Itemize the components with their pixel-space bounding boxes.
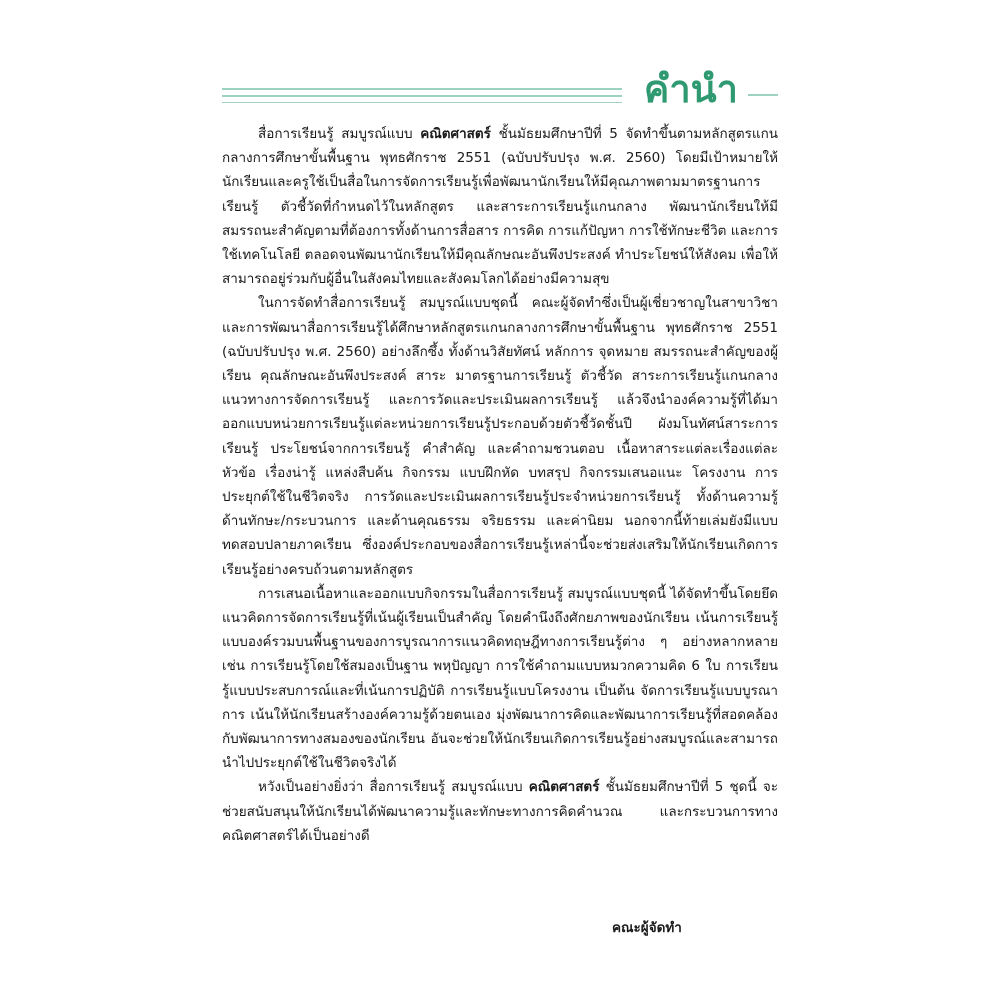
page-title: คำนำ [643, 67, 738, 111]
paragraph: การเสนอเนื้อหาและออกแบบกิจกรรมในสื่อการเรียนรู้ สมบูรณ์แบบชุดนี้ ได้จัดทำขึ้นโดยยึดแนวคิดการจัดการเรียนรู้ที่เน้นผู้เรียนเป็นสำคัญ โดยคำนึงถึงศักยภาพของนักเรียน เน้นการเรียนรู้แบบองค์รวมบนพื้นฐานของการบูรณาการแนวคิดทฤษฎีทางการเรียนรู้ต่าง ๆ อย่างหลากหลาย เช่น การเรียนรู้โดยใช้สมองเป็นฐาน พหุปัญญา การใช้คำถามแบบหมวกความคิด 6 ใบ การเรียนรู้แบบประสบการณ์และที่เน้นการปฏิบัติ การเรียนรู้แบบโครงงาน เป็นต้น จัดการเรียนรู้แบบบูรณาการ เน้นให้นักเรียนสร้างองค์ความรู้ด้วยตนเอง มุ่งพัฒนาการคิดและพัฒนาการเรียนรู้ที่สอดคล้องกับพัฒนาการทางสมองของนักเรียน อันจะช่วยให้นักเรียนเกิดการเรียนรู้อย่างสมบูรณ์และสามารถนำไปประยุกต์ใช้ในชีวิตจริงได้ [222, 585, 779, 772]
preface-body [222, 122, 778, 848]
text-run: ชั้นมัธยมศึกษาปีที่ 5 ชุดนี้ จะช่วยสนับสนุนให้นักเรียนได้พัฒนาความรู้และทักษะทางการคิดคำนวณ และกระบวนการทางคณิตศาสตร์ได้เป็นอย่างดี [222, 779, 778, 844]
paragraph [222, 122, 778, 291]
text-run: หวังเป็นอย่างยิ่งว่า สื่อการเรียนรู้ สมบูรณ์แบบ [258, 779, 529, 796]
subject-name: คณิตศาสตร์ [528, 779, 600, 796]
header-line-right [748, 94, 778, 96]
header-decorative-lines [222, 88, 622, 108]
page-header [222, 68, 778, 118]
paragraph [222, 775, 778, 848]
paragraph: ในการจัดทำสื่อการเรียนรู้ สมบูรณ์แบบชุดนี้ คณะผู้จัดทำซึ่งเป็นผู้เชี่ยวชาญในสาขาวิชาและการพัฒนาสื่อการเรียนรู้ได้ศึกษาหลักสูตรแกนกลางการศึกษาขั้นพื้นฐาน พุทธศักราช 2551 (ฉบับปรับปรุง พ.ศ. 2560) อย่างลึกซึ้ง ทั้งด้านวิสัยทัศน์ หลักการ จุดหมาย สมรรถนะสำคัญของผู้เรียน คุณลักษณะอันพึงประสงค์ สาระ มาตรฐานการเรียนรู้ ตัวชี้วัด สาระการเรียนรู้แกนกลาง แนวทางการจัดการเรียนรู้ และการวัดและประเมินผลการเรียนรู้ แล้วจึงนำองค์ความรู้ที่ได้มาออกแบบหน่วยการเรียนรู้แต่ละหน่วยการเรียนรู้ประกอบด้วยตัวชี้วัดชั้นปี ผังมโนทัศน์สาระการเรียนรู้ ประโยชน์จากการเรียนรู้ คำสำคัญ และคำถามชวนตอบ เนื้อหาสาระแต่ละเรื่องแต่ละหัวข้อ เรื่องน่ารู้ แหล่งสืบค้น กิจกรรม แบบฝึกหัด บทสรุป กิจกรรมเสนอแนะ โครงงาน การประยุกต์ใช้ในชีวิตจริง การวัดและประเมินผลการเรียนรู้ประจำหน่วยการเรียนรู้ ทั้งด้านความรู้ ด้านทักษะ/กระบวนการ และด้านคุณธรรม จริยธรรม และค่านิยม นอกจากนี้ท้ายเล่มยังมีแบบทดสอบปลายภาคเรียน ซึ่งองค์ประกอบของสื่อการเรียนรู้เหล่านี้จะช่วยส่งเสริมให้นักเรียนเกิดการเรียนรู้อย่างครบถ้วนตามหลักสูตร [222, 295, 778, 578]
text-run: ชั้นมัธยมศึกษาปีที่ 5 จัดทำขึ้นตามหลักสูตรแกนกลางการศึกษาขั้นพื้นฐาน พุทธศักราช 2551 (ฉบับปรับปรุง พ.ศ. 2560) โดยมีเป้าหมายให้นักเรียนและครูใช้เป็นสื่อในการจัดการเรียนรู้เพื่อพัฒนานักเรียนให้มีคุณภาพตามมาตรฐานการเรียนรู้ ตัวชี้วัดที่กำหนดไว้ในหลักสูตร และสาระการเรียนรู้แกนกลาง พัฒนานักเรียนให้มีสมรรถนะสำคัญตามที่ต้องการทั้งด้านการสื่อสาร การคิด การแก้ปัญหา การใช้ทักษะชีวิต และการใช้เทคโนโลยี ตลอดจนพัฒนานักเรียนให้มีคุณลักษณะอันพึงประสงค์ ทำประโยชน์ให้สังคม เพื่อให้สามารถอยู่ร่วมกับผู้อื่นในสังคมไทยและสังคมโลกได้อย่างมีความสุข [222, 126, 779, 288]
signature: คณะผู้จัดทำ [612, 920, 682, 936]
header-line [222, 102, 622, 104]
header-line [222, 95, 622, 97]
subject-name: คณิตศาสตร์ [420, 126, 491, 142]
header-line [222, 88, 622, 90]
text-run: สื่อการเรียนรู้ สมบูรณ์แบบ [258, 126, 421, 142]
